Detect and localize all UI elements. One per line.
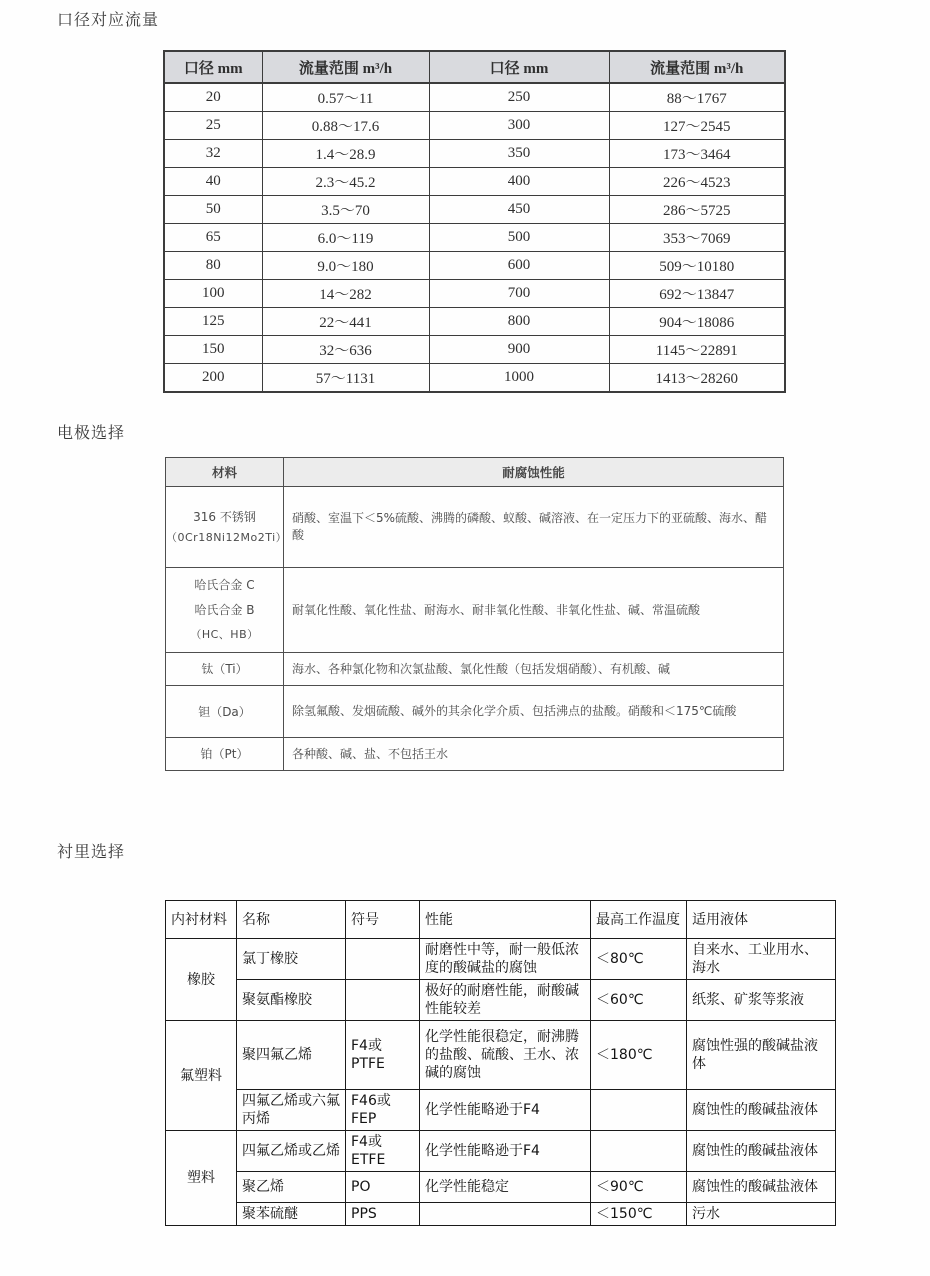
name-cell: 聚氨酯橡胶 [237, 980, 346, 1021]
table-row [164, 112, 785, 140]
performance-cell [420, 1203, 591, 1226]
table-row [164, 224, 785, 252]
liquid-cell: 自来水、工业用水、海水 [687, 939, 836, 980]
table-row [166, 1203, 836, 1226]
name-cell: 四氟乙烯或乙烯 [237, 1131, 346, 1172]
cell-diameter: 900 [429, 336, 609, 364]
liquid-cell: 腐蚀性的酸碱盐液体 [687, 1131, 836, 1172]
cell-diameter: 125 [164, 308, 262, 336]
material-line: （HC、HB） [190, 628, 259, 641]
cell-flow-range: 0.88～17.6 [262, 112, 429, 140]
lining-table [165, 900, 836, 1226]
name-cell: 聚四氟乙烯 [237, 1021, 346, 1090]
table-row [166, 686, 784, 738]
performance-cell: 极好的耐磨性能，耐酸碱性能较差 [420, 980, 591, 1021]
table-row [166, 1172, 836, 1203]
name-cell: 四氟乙烯或六氟丙烯 [237, 1090, 346, 1131]
column-header-material: 材料 [166, 458, 284, 487]
cell-diameter: 350 [429, 140, 609, 168]
corrosion-cell: 硝酸、室温下＜5%硫酸、沸腾的磷酸、蚁酸、碱溶液、在一定压力下的亚硫酸、海水、醋酸 [284, 487, 784, 568]
corrosion-cell: 各种酸、碱、盐、不包括王水 [284, 738, 784, 771]
symbol-cell [346, 939, 420, 980]
cell-diameter: 600 [429, 252, 609, 280]
symbol-cell: PO [346, 1172, 420, 1203]
group-material-cell: 橡胶 [166, 939, 237, 1021]
column-header-lining-material: 内衬材料 [166, 901, 237, 939]
symbol-cell [346, 980, 420, 1021]
material-line: 钛（Ti） [201, 662, 248, 676]
table-row [164, 336, 785, 364]
material-line: 铂（Pt） [200, 747, 249, 761]
column-header-diameter: 口径 mm [164, 51, 262, 83]
material-line: 哈氏合金 B [194, 603, 255, 617]
liquid-cell: 腐蚀性强的酸碱盐液体 [687, 1021, 836, 1090]
flow-rate-table [163, 50, 786, 393]
group-material-cell: 氟塑料 [166, 1021, 237, 1131]
performance-cell: 化学性能略逊于F4 [420, 1090, 591, 1131]
cell-diameter: 400 [429, 168, 609, 196]
cell-diameter: 40 [164, 168, 262, 196]
max-temp-cell: ＜150℃ [591, 1203, 687, 1226]
cell-diameter: 150 [164, 336, 262, 364]
section-title-electrode: 电极选择 [57, 423, 126, 442]
table-row [166, 939, 836, 980]
name-cell: 氯丁橡胶 [237, 939, 346, 980]
cell-flow-range: 127～2545 [609, 112, 785, 140]
material-line: 316 不锈钢 [193, 509, 256, 524]
cell-flow-range: 3.5～70 [262, 196, 429, 224]
section-title-lining: 衬里选择 [57, 842, 126, 861]
column-header-name: 名称 [237, 901, 346, 939]
symbol-cell: F4或ETFE [346, 1131, 420, 1172]
table-row [166, 980, 836, 1021]
cell-flow-range: 22～441 [262, 308, 429, 336]
performance-cell: 化学性能略逊于F4 [420, 1131, 591, 1172]
table-row [164, 140, 785, 168]
material-cell [166, 738, 284, 771]
cell-flow-range: 173～3464 [609, 140, 785, 168]
material-cell [166, 653, 284, 686]
max-temp-cell: ＜90℃ [591, 1172, 687, 1203]
symbol-cell: F4或PTFE [346, 1021, 420, 1090]
cell-flow-range: 904～18086 [609, 308, 785, 336]
cell-diameter: 300 [429, 112, 609, 140]
electrode-table [165, 457, 784, 771]
cell-flow-range: 1145～22891 [609, 336, 785, 364]
material-line: （0Cr18Ni12Mo2Ti） [166, 530, 288, 544]
table-row [164, 364, 785, 393]
cell-flow-range: 1.4～28.9 [262, 140, 429, 168]
liquid-cell: 腐蚀性的酸碱盐液体 [687, 1090, 836, 1131]
corrosion-cell: 海水、各种氯化物和次氯盐酸、氯化性酸（包括发烟硝酸）、有机酸、碱 [284, 653, 784, 686]
header-row [166, 901, 836, 939]
material-line: 哈氏合金 C [194, 578, 255, 592]
material-cell [166, 487, 288, 568]
cell-diameter: 250 [429, 83, 609, 112]
cell-flow-range: 57～1131 [262, 364, 429, 393]
column-header-flow-range: 流量范围 m³/h [262, 51, 429, 83]
cell-diameter: 32 [164, 140, 262, 168]
cell-diameter: 450 [429, 196, 609, 224]
name-cell: 聚苯硫醚 [237, 1203, 346, 1226]
column-header-corrosion: 耐腐蚀性能 [284, 458, 784, 487]
column-header-performance: 性能 [420, 901, 591, 939]
table-row [164, 280, 785, 308]
max-temp-cell [591, 1131, 687, 1172]
cell-diameter: 500 [429, 224, 609, 252]
table-row [166, 1021, 836, 1090]
cell-diameter: 80 [164, 252, 262, 280]
cell-flow-range: 692～13847 [609, 280, 785, 308]
column-header-flow-range: 流量范围 m³/h [609, 51, 785, 83]
table-row [164, 168, 785, 196]
performance-cell: 化学性能稳定 [420, 1172, 591, 1203]
cell-flow-range: 88～1767 [609, 83, 785, 112]
group-material-cell: 塑料 [166, 1131, 237, 1226]
table-row [164, 196, 785, 224]
cell-diameter: 1000 [429, 364, 609, 393]
table-row [166, 487, 784, 568]
header-row [164, 51, 785, 83]
cell-flow-range: 2.3～45.2 [262, 168, 429, 196]
corrosion-cell: 除氢氟酸、发烟硫酸、碱外的其余化学介质、包括沸点的盐酸。硝酸和＜175℃硫酸 [284, 686, 784, 738]
cell-diameter: 25 [164, 112, 262, 140]
performance-cell: 耐磨性中等，耐一般低浓度的酸碱盐的腐蚀 [420, 939, 591, 980]
table-row [164, 83, 785, 112]
cell-diameter: 20 [164, 83, 262, 112]
table-row [166, 738, 784, 771]
cell-flow-range: 14～282 [262, 280, 429, 308]
material-cell [166, 686, 284, 738]
max-temp-cell: ＜60℃ [591, 980, 687, 1021]
cell-diameter: 800 [429, 308, 609, 336]
table-row [166, 1131, 836, 1172]
liquid-cell: 腐蚀性的酸碱盐液体 [687, 1172, 836, 1203]
header-row [166, 458, 784, 487]
corrosion-cell: 耐氧化性酸、氧化性盐、耐海水、耐非氧化性酸、非氧化性盐、碱、常温硫酸 [284, 568, 784, 653]
column-header-diameter: 口径 mm [429, 51, 609, 83]
cell-flow-range: 0.57～11 [262, 83, 429, 112]
name-cell: 聚乙烯 [237, 1172, 346, 1203]
cell-flow-range: 9.0～180 [262, 252, 429, 280]
cell-flow-range: 32～636 [262, 336, 429, 364]
cell-flow-range: 509～10180 [609, 252, 785, 280]
cell-flow-range: 6.0～119 [262, 224, 429, 252]
column-header-liquid: 适用液体 [687, 901, 836, 939]
column-header-max-temp: 最高工作温度 [591, 901, 687, 939]
max-temp-cell: ＜80℃ [591, 939, 687, 980]
material-cell [166, 568, 284, 653]
column-header-symbol: 符号 [346, 901, 420, 939]
cell-flow-range: 353～7069 [609, 224, 785, 252]
table-row [166, 1090, 836, 1131]
table-row [166, 568, 784, 653]
cell-diameter: 65 [164, 224, 262, 252]
cell-flow-range: 1413～28260 [609, 364, 785, 393]
max-temp-cell [591, 1090, 687, 1131]
table-row [164, 308, 785, 336]
section-title-flow: 口径对应流量 [57, 10, 160, 29]
cell-diameter: 100 [164, 280, 262, 308]
symbol-cell: F46或FEP [346, 1090, 420, 1131]
material-line: 钽（Da） [198, 704, 251, 719]
cell-flow-range: 226～4523 [609, 168, 785, 196]
performance-cell: 化学性能很稳定，耐沸腾的盐酸、硫酸、王水、浓碱的腐蚀 [420, 1021, 591, 1090]
cell-diameter: 50 [164, 196, 262, 224]
liquid-cell: 污水 [687, 1203, 836, 1226]
table-row [164, 252, 785, 280]
max-temp-cell: ＜180℃ [591, 1021, 687, 1090]
symbol-cell: PPS [346, 1203, 420, 1226]
cell-flow-range: 286～5725 [609, 196, 785, 224]
cell-diameter: 200 [164, 364, 262, 393]
table-row [166, 653, 784, 686]
cell-diameter: 700 [429, 280, 609, 308]
liquid-cell: 纸浆、矿浆等浆液 [687, 980, 836, 1021]
